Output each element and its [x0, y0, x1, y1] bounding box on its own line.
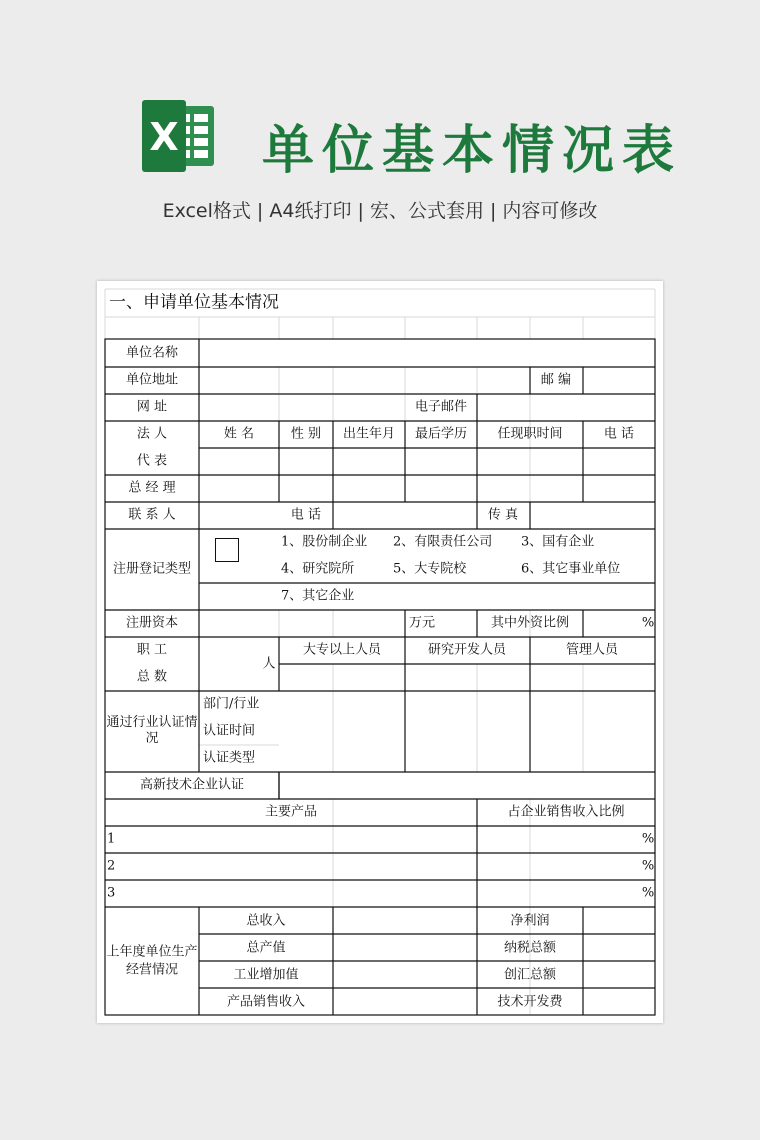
col-college-staff: 大专以上人员 — [302, 642, 382, 658]
label-product-sales: 产品销售收入 — [226, 994, 306, 1010]
col-gender: 性 别 — [290, 426, 322, 442]
label-staff-2: 总 数 — [136, 669, 168, 685]
label-phone: 电 话 — [290, 507, 322, 523]
label-general-manager: 总 经 理 — [128, 480, 176, 496]
row-3-index: 3 — [107, 885, 116, 901]
row-2-index: 2 — [107, 858, 116, 874]
col-birth: 出生年月 — [342, 426, 396, 442]
label-last-year: 上年度单位生产经营情况 — [106, 944, 198, 977]
reg-option-7: 7、其它企业 — [281, 588, 355, 604]
page-subtitle: Excel格式 | A4纸打印 | 宏、公式套用 | 内容可修改 — [162, 200, 598, 222]
reg-option-1: 1、股份制企业 — [281, 534, 368, 550]
percent-sign: % — [641, 615, 655, 631]
row-1-percent: % — [641, 831, 655, 847]
row-1-index: 1 — [107, 831, 116, 847]
label-cert-dept: 部门/行业 — [203, 696, 260, 712]
label-email: 电子邮件 — [414, 399, 468, 415]
label-reg-capital: 注册资本 — [125, 615, 179, 631]
label-industrial-added: 工业增加值 — [233, 967, 299, 983]
label-total-tax: 纳税总额 — [503, 940, 557, 956]
label-cert-type: 认证类型 — [203, 750, 256, 766]
reg-option-6: 6、其它事业单位 — [521, 561, 621, 577]
label-hitech: 高新技术企业认证 — [139, 777, 245, 793]
label-wan-yuan: 万元 — [408, 615, 436, 631]
label-contact: 联 系 人 — [128, 507, 176, 523]
svg-text:X: X — [149, 115, 179, 159]
label-total-income: 总收入 — [246, 913, 286, 929]
label-fax: 传 真 — [487, 507, 519, 523]
label-person-unit: 人 — [262, 656, 276, 672]
excel-logo-icon — [140, 100, 218, 172]
col-sales-ratio: 占企业销售收入比例 — [507, 804, 625, 820]
col-rd-staff: 研究开发人员 — [427, 642, 507, 658]
reg-option-5: 5、大专院校 — [393, 561, 467, 577]
col-mgmt-staff: 管理人员 — [565, 642, 619, 658]
section-title: 一、申请单位基本情况 — [109, 292, 279, 313]
label-cert: 通过行业认证情况 — [106, 714, 198, 746]
row-3-percent: % — [641, 885, 655, 901]
label-total-fx: 创汇总额 — [503, 967, 557, 983]
label-legal-rep-1: 法 人 — [136, 426, 168, 442]
col-phone: 电 话 — [603, 426, 635, 442]
label-net-profit: 净利润 — [510, 913, 550, 929]
label-cert-time: 认证时间 — [203, 723, 256, 739]
label-total-output: 总产值 — [246, 940, 286, 956]
label-unit-address: 单位地址 — [125, 372, 179, 388]
label-reg-type: 注册登记类型 — [112, 561, 192, 577]
reg-type-checkbox[interactable] — [215, 538, 239, 562]
label-tech-dev-fee: 技术开发费 — [497, 994, 563, 1010]
col-education: 最后学历 — [414, 426, 468, 442]
label-website: 网 址 — [136, 399, 168, 415]
banner-header — [0, 0, 760, 270]
label-unit-name: 单位名称 — [125, 345, 179, 361]
label-postcode: 邮 编 — [540, 372, 572, 388]
form-sheet — [97, 281, 663, 1023]
label-foreign-ratio: 其中外资比例 — [490, 615, 570, 631]
label-legal-rep-2: 代 表 — [136, 453, 168, 469]
label-staff-1: 职 工 — [136, 642, 168, 658]
col-main-products: 主要产品 — [264, 804, 318, 820]
col-position-time: 任现职时间 — [497, 426, 563, 442]
reg-option-2: 2、有限责任公司 — [393, 534, 493, 550]
reg-option-3: 3、国有企业 — [521, 534, 595, 550]
col-name: 姓 名 — [223, 426, 255, 442]
page-title: 单位基本情况表 — [262, 121, 683, 181]
row-2-percent: % — [641, 858, 655, 874]
reg-option-4: 4、研究院所 — [281, 561, 355, 577]
